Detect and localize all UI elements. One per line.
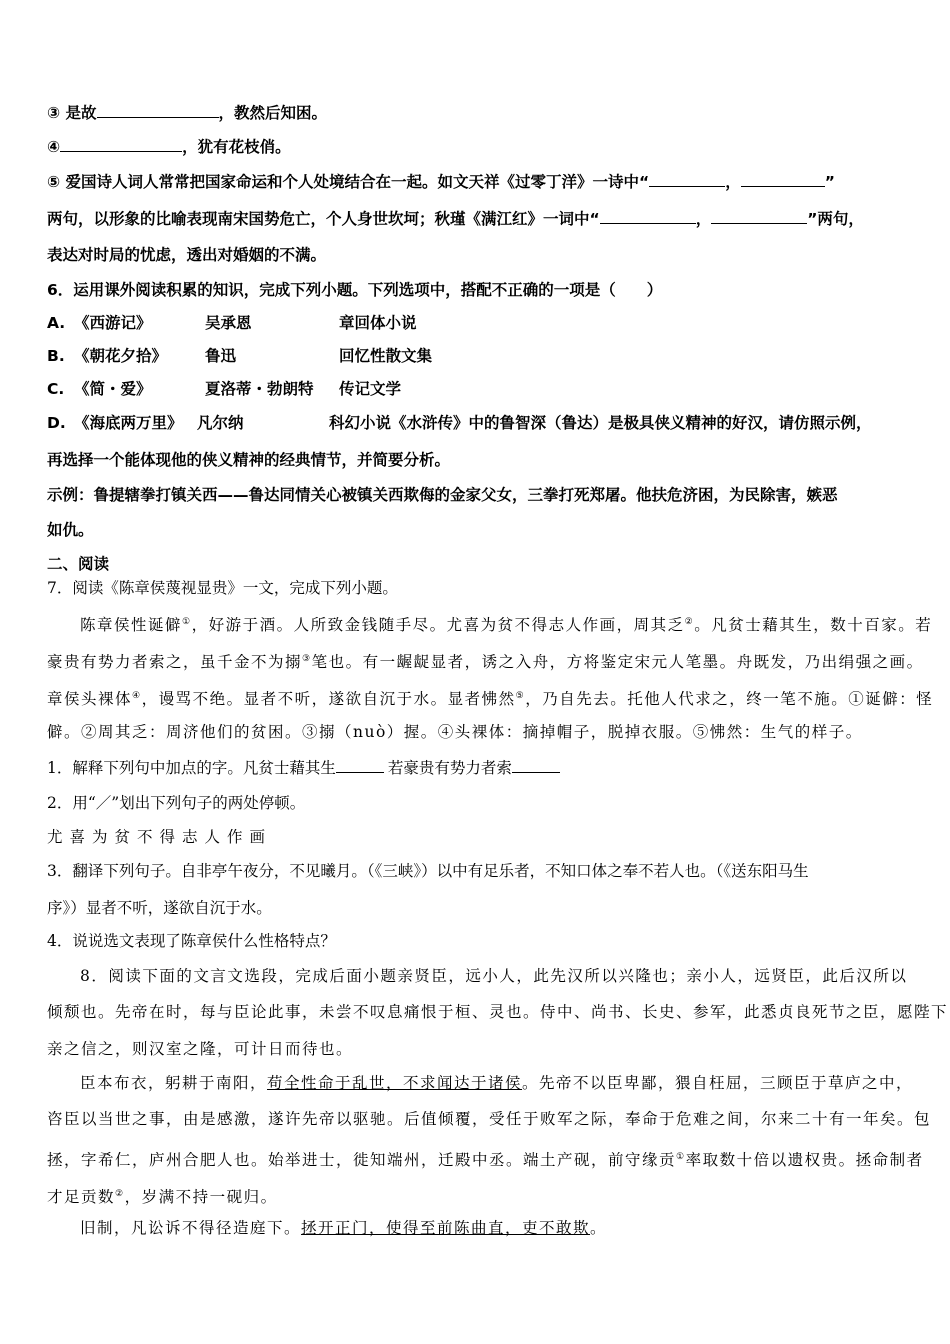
passage-8-line1: 8．阅读下面的文言文选段，完成后面小题亲贤臣，远小人，此先汉所以兴隆也；亲小人，远贤臣，此后汉所以 bbox=[80, 967, 908, 985]
option-letter: D. bbox=[47, 414, 66, 432]
answer-blank[interactable] bbox=[741, 172, 825, 187]
text: ， bbox=[725, 173, 741, 191]
passage-8-line2: 倾颓也。先帝在时，每与臣论此事，未尝不叹息痛恨于桓、灵也。侍中、尚书、长史、参军，此悉贞良死节之臣，愿陛下 bbox=[47, 1003, 949, 1021]
fill-blank-q5-line1 bbox=[47, 172, 835, 192]
text: 旧制，凡讼诉不得径造庭下。 bbox=[80, 1219, 302, 1237]
option-work: 《西游记》 bbox=[74, 314, 152, 332]
option-work: 《简・爱》 bbox=[74, 380, 152, 398]
text: 陈章侯性诞僻 bbox=[80, 616, 183, 635]
item-number: ③ bbox=[47, 104, 61, 122]
example-line2: 如仇。 bbox=[47, 521, 94, 539]
footnote-mark: ① bbox=[182, 617, 192, 627]
fill-blank-q5-line3: 表达对时局的忧虑，透出对婚姻的不满。 bbox=[47, 246, 327, 264]
subquestion-3-line2: 序》）显者不听，遂欲自沉于水。 bbox=[47, 899, 272, 917]
passage-7-line1 bbox=[80, 612, 932, 635]
text: ，岁满不持一砚归。 bbox=[124, 1188, 278, 1207]
question-6-stem: 6．运用课外阅读积累的知识，完成下列小题。下列选项中，搭配不正确的一项是（ ） bbox=[47, 281, 663, 299]
answer-blank[interactable] bbox=[600, 209, 696, 224]
passage-8-para3 bbox=[80, 1218, 607, 1238]
text: ，教然后知困。 bbox=[218, 104, 328, 122]
option-author: 鲁迅 bbox=[205, 347, 237, 365]
passage-7-line3 bbox=[47, 686, 933, 709]
text: ⑤ 爱国诗人词人常常把国家命运和个人处境结合在一起。如文天祥《过零丁洋》一诗中“ bbox=[47, 173, 650, 191]
text: 若豪贵有势力者索 bbox=[387, 759, 512, 777]
underlined-sentence: 苟全性命于乱世，不求闻达于诸侯 bbox=[267, 1074, 523, 1092]
passage-7-line4: 僻。②周其乏：周济他们的贫困。③搦（nuò）握。④头裸体：摘掉帽子，脱掉衣服。⑤怫然：生气的样子。 bbox=[47, 723, 863, 741]
text: 臣本布衣，躬耕于南阳， bbox=[80, 1074, 268, 1092]
text: 。 bbox=[590, 1219, 608, 1237]
text: 是故 bbox=[65, 104, 97, 122]
option-author: 夏洛蒂・勃朗特 bbox=[205, 380, 314, 398]
option-author: 凡尔纳 bbox=[197, 414, 244, 432]
passage-8-line3: 亲之信之，则汉室之隆，可计日而待也。 bbox=[47, 1040, 354, 1058]
passage-7-line2 bbox=[47, 649, 924, 672]
text: 笔也。有一龌龊显者，诱之入舟，方将鉴定宋元人笔墨。舟既发，乃出绢强之画。 bbox=[311, 653, 924, 672]
fill-blank-q5-line2 bbox=[47, 209, 864, 229]
passage-8-para2-line4 bbox=[47, 1184, 278, 1207]
answer-blank[interactable] bbox=[711, 209, 807, 224]
underlined-sentence: 拯开正门，使得至前陈曲直，吏不敢欺 bbox=[301, 1219, 591, 1237]
question-7-title: 7．阅读《陈章侯蔑视显贵》一文，完成下列小题。 bbox=[47, 579, 398, 597]
footnote-mark: ① bbox=[676, 1152, 686, 1162]
option-genre: 传记文学 bbox=[339, 380, 402, 398]
text: 拯，字希仁，庐州合肥人也。始举进士，徙知端州，迁殿中丞。端土产砚，前守缘贡 bbox=[47, 1151, 677, 1170]
subquestion-4: 4．说说选文表现了陈章侯什么性格特点？ bbox=[47, 932, 336, 950]
text: ，犹有花枝俏。 bbox=[182, 138, 291, 156]
passage-8-para2-line1 bbox=[80, 1073, 913, 1093]
footnote-mark: ② bbox=[115, 1189, 125, 1199]
footnote-mark: ⑤ bbox=[515, 691, 526, 701]
text: ，乃自先去。托他人代求之，终一笔不施。①诞僻：怪 bbox=[525, 690, 934, 709]
section-heading: 二、阅读 bbox=[47, 555, 110, 573]
passage-8-para2-line2: 咨臣以当世之事，由是感激，遂许先帝以驱驰。后值倾覆，受任于败军之际，奉命于危难之间，尔来二十有一年矣。包 bbox=[47, 1110, 932, 1128]
text: ”两句， bbox=[807, 210, 864, 228]
subquestion-1 bbox=[47, 758, 560, 778]
text: 1．解释下列句中加点的字。凡贫士藉其生 bbox=[47, 759, 336, 777]
subquestion-2-sentence[interactable]: 尤喜为贫不得志人作画 bbox=[47, 828, 273, 846]
text: ， bbox=[695, 210, 712, 228]
text: ，谩骂不绝。显者不听，遂欲自沉于水。显者怫然 bbox=[141, 690, 516, 709]
option-work: 《海底两万里》 bbox=[74, 414, 183, 432]
option-letter: A. bbox=[47, 314, 66, 332]
question-6-line2: 再选择一个能体现他的侠义精神的经典情节，并简要分析。 bbox=[47, 451, 451, 469]
footnote-mark: ② bbox=[684, 617, 695, 627]
option-genre: 章回体小说 bbox=[339, 314, 417, 332]
option-letter: B. bbox=[47, 347, 65, 365]
text: 两句，以形象的比喻表现南宋国势危亡，个人身世坎坷；秋瑾《满江红》一词中“ bbox=[47, 210, 600, 228]
answer-blank[interactable] bbox=[60, 137, 182, 152]
option-letter: C. bbox=[47, 380, 65, 398]
answer-blank[interactable] bbox=[649, 172, 725, 187]
footnote-mark: ④ bbox=[132, 691, 142, 701]
subquestion-2: 2．用“／”划出下列句子的两处停顿。 bbox=[47, 794, 306, 812]
text: 才足贡数 bbox=[47, 1188, 116, 1207]
text: ，好游于酒。人所致金钱随手尽。尤喜为贫不得志人作画，周其乏 bbox=[191, 616, 685, 635]
fill-blank-q4 bbox=[47, 137, 291, 157]
footnote-mark: ③ bbox=[302, 654, 312, 664]
text: 。凡贫士藉其生，数十百家。若 bbox=[694, 616, 933, 635]
text: 。先帝不以臣卑鄙，猥自枉屈，三顾臣于草庐之中， bbox=[522, 1074, 914, 1092]
answer-blank[interactable] bbox=[97, 103, 219, 118]
text: 率取数十倍以遗权贵。拯命制者 bbox=[685, 1151, 924, 1170]
text: 《水浒传》中的鲁智深（鲁达）是极具侠义精神的好汉，请仿照示例， bbox=[391, 414, 872, 432]
option-genre: 回忆性散文集 bbox=[339, 347, 433, 365]
text: ” bbox=[824, 173, 835, 191]
passage-8-para2-line3 bbox=[47, 1147, 924, 1170]
option-author: 吴承恩 bbox=[205, 314, 252, 332]
item-number: ④ bbox=[47, 138, 61, 156]
subquestion-3-line1: 3．翻译下列句子。自非亭午夜分，不见曦月。（《三峡》）以中有足乐者，不知口体之奉不若人也。（《送东阳马生 bbox=[47, 862, 809, 880]
text: 豪贵有势力者索之，虽千金不为搦 bbox=[47, 653, 303, 672]
text: 章侯头裸体 bbox=[47, 690, 133, 709]
answer-blank[interactable] bbox=[512, 758, 560, 773]
answer-blank[interactable] bbox=[336, 758, 384, 773]
option-genre: 科幻小说 bbox=[329, 414, 392, 432]
fill-blank-q3 bbox=[47, 103, 327, 123]
option-work: 《朝花夕拾》 bbox=[74, 347, 168, 365]
example-line1: 示例：鲁提辖拳打镇关西——鲁达同情关心被镇关西欺侮的金家父女，三拳打死郑屠。他扶危济困，为民除害，嫉恶 bbox=[47, 486, 838, 504]
